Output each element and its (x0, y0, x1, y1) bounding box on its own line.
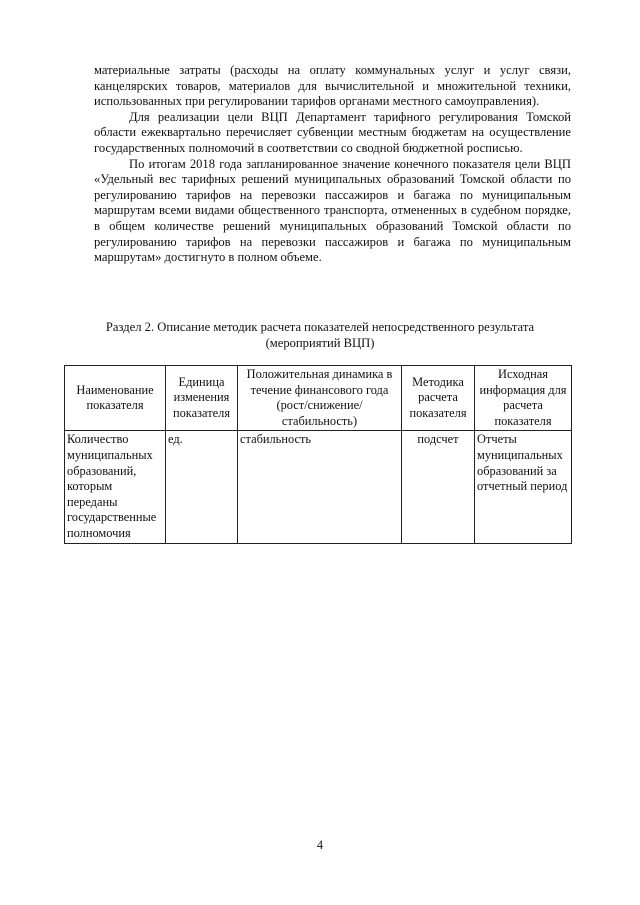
header-unit: Единица изменения показателя (166, 366, 238, 431)
section-heading-line-2: (мероприятий ВЦП) (265, 335, 375, 350)
section-heading (60, 320, 580, 352)
page-number: 4 (316, 838, 324, 852)
header-dynamics: Положительная динамика в течение финансового года (рост/снижение/стабильность) (238, 366, 402, 431)
table-row (65, 431, 572, 543)
cell-source: Отчеты муниципальных образований за отчетный период (475, 431, 572, 543)
body-text (94, 63, 571, 266)
paragraph-results-2018: По итогам 2018 года запланированное значение конечного показателя цели ВЦП «Удельный вес тарифных решений муниципальных образований Томской области по регулированию тарифов на перевозки пассажиров и багажа по муниципальным маршрутам всеми видами общественного транспорта, отмененных в судебном порядке, в общем количестве решений муниципальных образований Томской области по регулированию тарифов на перевозки пассажиров и багажа по муниципальным маршрутам» достигнуто в полном объеме. (94, 156, 571, 265)
paragraph-subventions: Для реализации цели ВЦП Департамент тарифного регулирования Томской области ежеквартально перечисляет субвенции местным бюджетам на осуществление государственных полномочий в соответствии со сводной бюджетной росписью. (94, 109, 571, 155)
header-indicator-name: Наименование показателя (65, 366, 166, 431)
table-header-row (65, 366, 572, 431)
cell-dynamics: стабильность (238, 431, 402, 543)
header-source: Исходная информация для расчета показателя (475, 366, 572, 431)
indicator-methods-table (64, 365, 572, 544)
cell-unit: ед. (166, 431, 238, 543)
header-method: Методика расчета показателя (402, 366, 475, 431)
paragraph-expenses: материальные затраты (расходы на оплату коммунальных услуг и услуг связи, канцелярских товаров, материалов для вычислительной и множительной техники, использованных при регулировании тарифов органами местного самоуправления). (94, 63, 571, 109)
cell-indicator-name: Количество муниципальных образований, которым переданы государственные полномочия (65, 431, 166, 543)
section-heading-line-1: Раздел 2. Описание методик расчета показателей непосредственного результата (105, 320, 535, 334)
cell-method: подсчет (402, 431, 475, 543)
